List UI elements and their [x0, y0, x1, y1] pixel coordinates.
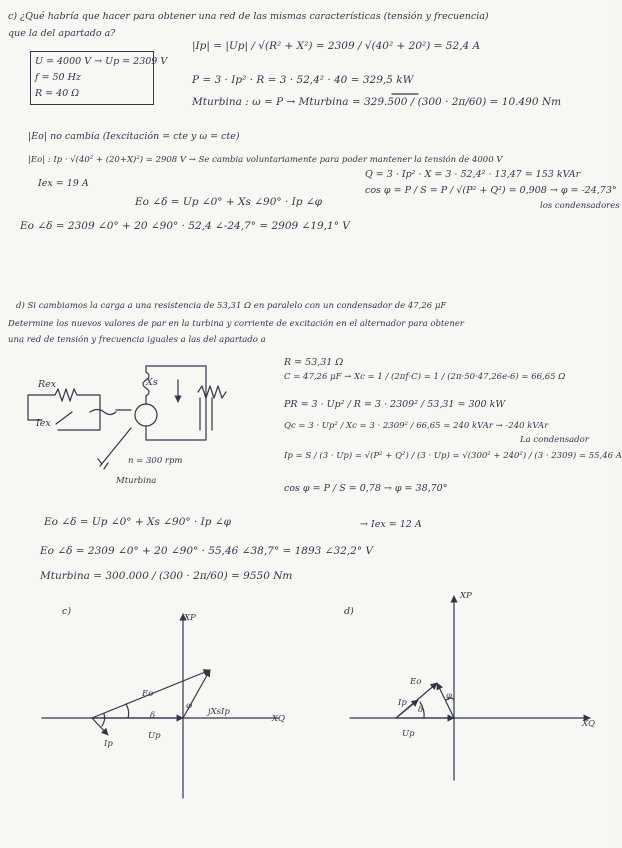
phasor-numeric-d: Eo ∠δ = 2309 ∠0° + 20 ∠90° · 55,46 ∠38,7° = 1893 ∠32,2° V	[40, 545, 374, 557]
ip-vector-c	[92, 718, 108, 735]
diagram-d-xaxis: XQ	[582, 719, 596, 729]
turbine-shaft	[105, 428, 131, 460]
turbine-torque-d: Mturbina = 300.000 / (300 · 2π/60) = 9550 Nm	[40, 570, 293, 582]
given-resistance: R = 40 Ω	[35, 88, 80, 99]
diagram-d-delta: δ	[418, 705, 424, 715]
diagram-c-ip: Ip	[104, 739, 113, 749]
phasor-general-d: Eo ∠δ = Up ∠0° + Xs ∠90° · Ip ∠φ	[44, 516, 232, 528]
phasor-diagram-d	[350, 596, 590, 780]
excitation-circuit	[28, 389, 116, 430]
diagram-c-up: Up	[148, 731, 161, 741]
circuit-xs-label: Xs	[146, 377, 158, 388]
given-voltage: U = 4000 V → Up = 2309 V	[35, 56, 168, 67]
diagram-d-yaxis: XP	[460, 591, 472, 601]
active-power-equation: PR = 3 · Up² / R = 3 · 2309² / 53,31 = 300 kW	[284, 399, 506, 410]
power-factor-equation: cos φ = P / S = P / √(P² + Q²) = 0,908 → φ = -24,73°	[365, 185, 617, 196]
delta-arc-d	[420, 702, 424, 718]
diagram-d-label: d)	[344, 606, 354, 617]
xs-inductor	[143, 372, 149, 396]
reactive-power-equation: Q = 3 · Ip² · X = 3 · 52,4² · 13,47 = 153 kVAr	[365, 169, 581, 180]
capacitive-reactance-equation: C = 47,26 μF → Xc = 1 / (2πf·C) = 1 / (2π·50·47,26e-6) = 66,65 Ω	[284, 372, 566, 382]
emf-unchanged-note: |Eo| no cambia (Iexcitación = cte y ω = cte)	[28, 131, 240, 142]
reactive-power-d-equation: Qc = 3 · Up² / Xc = 3 · 2309² / 66,65 = 240 kVAr → -240 kVAr	[284, 421, 549, 431]
part-d-question-line3: una red de tensión y frecuencia iguales a las del apartado a	[8, 335, 266, 345]
emf-equation: |Eo| : Ip · √(40² + (20+X)²) = 2908 V → Se cambia voluntariamente para poder mantener la tensión de 4000 V	[28, 155, 503, 165]
capacitor-note: los condensadores	[540, 201, 620, 211]
diagram-d-phi: φ	[446, 691, 452, 701]
excitation-current-d: → Iex = 12 A	[360, 519, 422, 530]
diagram-d-ip: Ip	[398, 698, 407, 708]
part-c-question-line1: c) ¿Qué habría que hacer para obtener una red de las mismas características (tensión y frecuencia)	[8, 11, 489, 22]
circuit-speed-label: n = 300 rpm	[128, 456, 183, 466]
power-equation: P = 3 · Ip² · R = 3 · 52,4² · 40 = 329,5 kW	[192, 74, 414, 86]
capacitor-note-d: La condensador	[520, 435, 589, 445]
delta-arc-c	[126, 704, 129, 718]
circuit-turbine-label: Mturbina	[116, 476, 157, 486]
part-d-question-line1: d) Si cambiamos la carga a una resistencia de 53,31 Ω en paralelo con un condensador de 47,26 μF	[16, 301, 447, 311]
eo-vector-c	[92, 670, 210, 718]
turbine-torque-equation: Mturbina : ω = P → Mturbina = 329.500 / (300 · 2π/60) = 10.490 Nm	[192, 96, 562, 108]
part-d-question-line2: Determine los nuevos valores de par en la turbina y corriente de excitación en el alternador para obtener	[8, 319, 464, 329]
diagram-d-up: Up	[402, 729, 415, 739]
circuit-rex-label: Rex	[38, 379, 57, 390]
excitation-current-c: Iex = 19 A	[38, 178, 89, 189]
power-factor-d-equation: cos φ = P / S = 0,78 → φ = 38,70°	[284, 483, 448, 494]
diagram-c-xaxis: XQ	[272, 714, 286, 724]
load-resistor	[198, 386, 226, 398]
generator-symbol	[135, 404, 157, 426]
given-frequency: f = 50 Hz	[35, 72, 81, 83]
part-c-question-line2: que la del apartado a?	[8, 28, 116, 39]
diagram-c-delta: δ	[150, 711, 156, 721]
diagram-d-eo: Eo	[410, 677, 422, 687]
phasor-numeric-c: Eo ∠δ = 2309 ∠0° + 20 ∠90° · 52,4 ∠-24,7° = 2909 ∠19,1° V	[20, 220, 350, 232]
diagram-c-yaxis: XP	[184, 613, 196, 623]
jxs-vector-d	[437, 683, 454, 718]
jxs-vector-c	[183, 670, 210, 718]
diagram-c-jxs: jXsIp	[208, 707, 230, 717]
ip-vector-d	[396, 700, 418, 718]
current-equation: |Ip| = |Up| / √(R² + X²) = 2309 / √(40² + 20²) = 52,4 A	[192, 40, 481, 52]
current-d-equation: Ip = S / (3 · Up) = √(P² + Q²) / (3 · Up) = √(300² + 240²) / (3 · 2309) = 55,46 A	[284, 451, 622, 461]
phasor-general-c: Eo ∠δ = Up ∠0° + Xs ∠90° · Ip ∠φ	[135, 196, 323, 208]
phasor-diagram-c	[42, 614, 278, 798]
diagram-c-eo: Eo	[142, 689, 154, 699]
diagram-c-phi: φ	[186, 701, 192, 711]
generator-circuit	[98, 366, 226, 469]
phi-arc-d	[446, 698, 454, 700]
circuit-iex-label: Iex	[36, 418, 51, 429]
diagram-c-label: c)	[62, 606, 72, 617]
load-resistance: R = 53,31 Ω	[284, 357, 344, 368]
phi-arc-c	[102, 714, 105, 726]
